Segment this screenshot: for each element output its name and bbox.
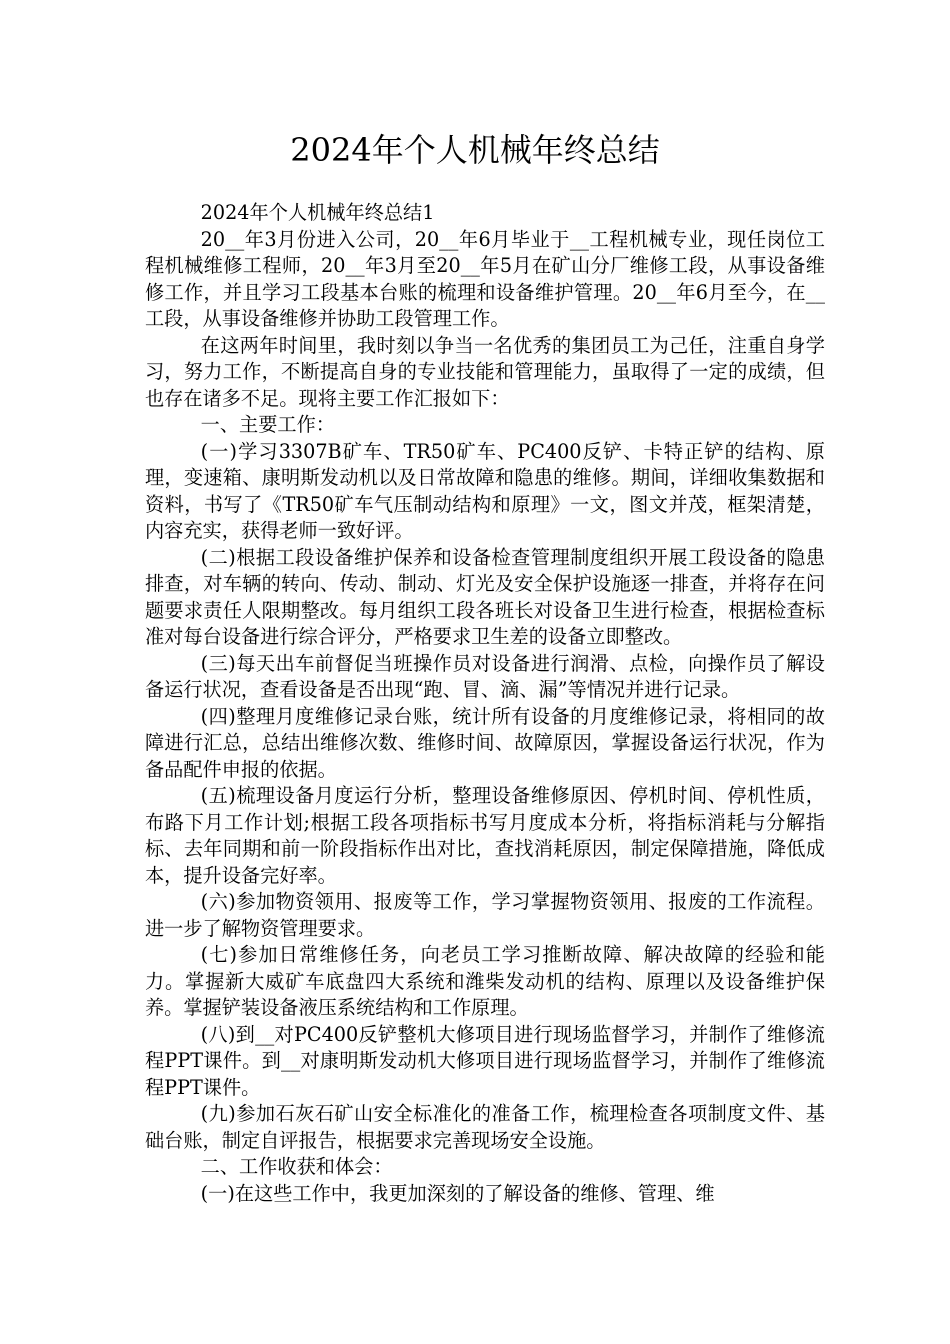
paragraph-item-7: (七)参加日常维修任务，向老员工学习推断故障、解决故障的经验和能力。掌握新大威矿车底盘四大系统和潍柴发动机的结构、原理以及设备维护保养。掌握铲装设备液压系统结构和工作原理。 (145, 943, 825, 1019)
document-body (145, 200, 825, 1207)
paragraph-gains-1: (一)在这些工作中，我更加深刻的了解设备的维修、管理、维 (200, 1181, 715, 1205)
paragraph-item-9: (九)参加石灰石矿山安全标准化的准备工作，梳理检查各项制度文件、基础台账，制定自评报告，根据要求完善现场安全设施。 (145, 1102, 825, 1152)
paragraph-item-2: (二)根据工段设备维护保养和设备检查管理制度组织开展工段设备的隐患排查，对车辆的转向、传动、制动、灯光及安全保护设施逐一排查，并将存在问题要求责任人限期整改。每月组织工段各班长对设备卫生进行检查，根据检查标准对每台设备进行综合评分，严格要求卫生差的设备立即整改。 (145, 545, 825, 648)
paragraph-intro: 20__年3月份进入公司，20__年6月毕业于__工程机械专业，现任岗位工程机械维修工程师，20__年3月至20__年5月在矿山分厂维修工段，从事设备维修工作，并且学习工段基本台账的梳理和设备维护管理。20__年6月至今，在__工段，从事设备维修并协助工段管理工作。 (145, 227, 825, 330)
paragraph-item-6: (六)参加物资领用、报废等工作，学习掌握物资领用、报废的工作流程。进一步了解物资管理要求。 (145, 890, 825, 940)
paragraph-item-3: (三)每天出车前督促当班操作员对设备进行润滑、点检，向操作员了解设备运行状况，查看设备是否出现“跑、冒、滴、漏”等情况并进行记录。 (145, 651, 825, 701)
paragraph-item-1: (一)学习3307B矿车、TR50矿车、PC400反铲、卡特正铲的结构、原理，变速箱、康明斯发动机以及日常故障和隐患的维修。期间，详细收集数据和资料，书写了《TR50矿车气压制动结构和原理》一文，图文并茂，框架清楚，内容充实，获得老师一致好评。 (145, 439, 825, 542)
paragraph-overview: 在这两年时间里，我时刻以争当一名优秀的集团员工为己任，注重自身学习，努力工作，不断提高自身的专业技能和管理能力，虽取得了一定的成绩，但也存在诸多不足。现将主要工作汇报如下： (145, 333, 825, 410)
section-heading-1: 2024年个人机械年终总结1 (200, 201, 435, 224)
section-heading-gains: 二、工作收获和体会： (200, 1155, 393, 1178)
paragraph-item-8: (八)到__对PC400反铲整机大修项目进行现场监督学习，并制作了维修流程PPT课件。到__对康明斯发动机大修项目进行现场监督学习，并制作了维修流程PPT课件。 (145, 1022, 825, 1099)
paragraph-item-4: (四)整理月度维修记录台账，统计所有设备的月度维修记录，将相同的故障进行汇总，总结出维修次数、维修时间、故障原因，掌握设备运行状况，作为备品配件申报的依据。 (145, 704, 825, 781)
document-title: 2024年个人机械年终总结 (290, 131, 660, 169)
section-heading-main-work: 一、主要工作： (200, 413, 335, 436)
paragraph-item-5: (五)梳理设备月度运行分析，整理设备维修原因、停机时间、停机性质，布路下月工作计划;根据工段各项指标书写月度成本分析，将指标消耗与分解指标、去年同期和前一阶段指标作出对比，查找消耗原因，制定保障措施，降低成本，提升设备完好率。 (145, 784, 825, 887)
